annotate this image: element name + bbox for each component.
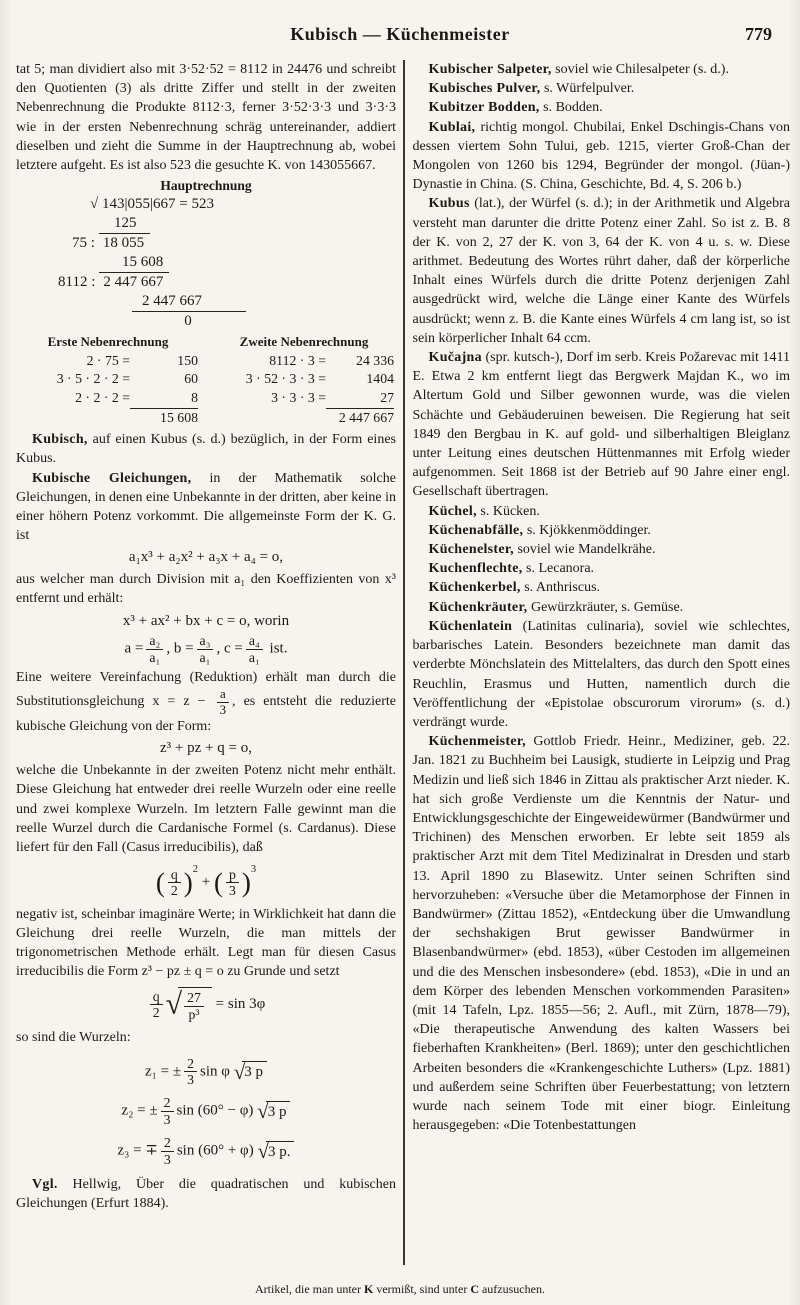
left-column <box>16 60 403 1265</box>
calc-line: 3 · 3 · 3 = 27 <box>271 390 394 405</box>
entry-term: Kubitzer Bodden, <box>428 100 540 116</box>
entry-term: Küchenkerbel, <box>428 580 521 596</box>
entry-text: s. Anthriscus. <box>520 580 601 596</box>
entry-kubus <box>413 194 791 348</box>
entry-text: s. Kjökkenmöddinger. <box>523 522 651 538</box>
formula-general-cubic: a₁x³ + a₂x² + a₃x + a₄ = o, <box>128 549 284 566</box>
formula-root-z2: z₂ = ± $\frac{2}{3}$ sin (60° − φ) √3 p <box>16 1095 396 1127</box>
page-header <box>0 24 800 54</box>
fraction: $\frac{2}{3}$ <box>161 1135 174 1167</box>
calc-value: 15 608 <box>122 254 164 271</box>
calc-line <box>122 253 356 272</box>
entry-kuechenelster <box>413 540 791 559</box>
radicand: 3 p. <box>266 1141 295 1162</box>
paragraph-negative-case: negativ ist, scheinbar imaginäre Werte; in Wirklichkeit hat dann die Gleichung drei reelle Wurzeln, die man mittels der trigonometrischen Methode erhält. Legt man für diesen Casus irreducibilis die Form z³ − pz ± q = o zu Grunde und setzt <box>16 906 396 980</box>
radicand: 3 p <box>266 1101 291 1122</box>
calc-line <box>90 195 356 214</box>
entry-term: Kublai, <box>428 119 476 135</box>
entry-kuechenmeister <box>413 732 791 1135</box>
paragraph-division: aus welcher man durch Division mit a₁ den Koeffizienten von x³ entfernt und erhält: <box>16 572 396 607</box>
formula-discriminant: ( $\frac{q}{2}$ )$^2$ + ( $\frac{p}{3}$ )$^3$ <box>155 864 257 899</box>
calc-sum-line: 15 608 <box>18 408 198 428</box>
calc-line: 3 · 52 · 3 · 3 = 1404 <box>245 371 394 387</box>
radical-sign: √ <box>257 1099 269 1124</box>
entry-term: Kuchenflechte, <box>428 561 523 577</box>
entry-kuechenkraeuter <box>413 598 791 617</box>
calc-line: 2 · 2 · 2 = 8 <box>75 390 198 405</box>
formula-sine-substitution: $\frac{q}{2}$ √ $\frac{27}{\text{p³}}$ = sin 3φ <box>16 987 396 1022</box>
entry-text: (spr. kutsch-), Dorf im serb. Kreis Požarevac mit 1411 E. Etwa 2 km entfernt liegt das Bergwerk Majdan K., wo im Altertum Gold und Silber gewonnen wurde, was die vielen Schächte und Gebäuderuinen beweisen. Die Regierung hat seit 1849 den Bergbau in K. auf gold- und silberhaltigen Bleiglanz unter Leitung eines deutschen Hüttenmannes mit Erfolg wieder aufgenommen. Seit 1868 ist der Betrieb auf 90 Jahre einer engl. Gesellschaft übertragen. <box>412 350 790 500</box>
entry-kucajna <box>413 348 791 502</box>
paragraph-roots-nature: welche die Unbekannte in der zweiten Potenz nicht mehr enthält. Diese Gleichung hat entweder drei reelle Wurzeln oder eine reelle und zwei komplexe Wurzeln. Im letztern Falle gewinnt man die reelle Wurzel durch die Cardanische Formel (s. Cardanus). Diese liefert für den Fall (Casus irreducibilis), daß <box>16 763 396 855</box>
nebenrechnung-title: Zweite Nebenrechnung <box>239 334 369 350</box>
formula-reduced-cubic: z³ + pz + q = o, <box>160 740 252 757</box>
entry-kublai <box>413 118 791 195</box>
reference-lead: Vgl. <box>32 1177 58 1193</box>
entry-text: (lat.), der Würfel (s. d.); in der Arithmetik und Algebra versteht man darunter die dritte Potenz einer Zahl. So ist z. B. 8 der K. von 2, 27 der K. von 3, 64 der K. von 4 u. s. w. Diese arithmet. Bedeutung des Wortes rührt daher, daß der körperliche Inhalt eines Würfels durch die dritte Potenz derjenigen Zahl ausgedrückt wird, welche die Länge einer Kante des Würfels ausdrückt; wenn z. B. die Kante eines Würfels 4 cm lang ist, so ist sein körperlicher Inhalt 64 ccm. <box>412 196 790 346</box>
entry-kubischer-salpeter <box>413 60 791 79</box>
fraction: $\frac{2}{3}$ <box>184 1056 197 1088</box>
entry-term: Kubisches Pulver, <box>428 81 541 97</box>
calc-line: 2 · 75 = 150 <box>86 352 198 368</box>
nebenrechnung-title: Erste Nebenrechnung <box>47 334 169 350</box>
entry-term: Küchenelster, <box>428 542 514 558</box>
entry-text: s. Bodden. <box>539 100 603 116</box>
radical-sign: √ <box>165 987 183 1021</box>
entry-term: Küchenkräuter, <box>428 599 528 615</box>
entry-term: Küchenabfälle, <box>428 522 524 538</box>
nebenrechnungen <box>16 333 396 427</box>
radicand: 3 p <box>242 1061 267 1082</box>
fraction: $\frac{\text{a₄}}{\text{a₁}}$ <box>246 633 263 665</box>
footer-note: Artikel, die man unter K vermißt, sind unter C aufzusuchen. <box>255 1282 545 1296</box>
fraction: $\frac{\text{a₂}}{\text{a₁}}$ <box>146 633 163 665</box>
fraction: $\frac{\text{a₃}}{\text{a₁}}$ <box>197 633 214 665</box>
radicand: $\frac{27}{\text{p³}}$ <box>178 987 212 1022</box>
paragraph-reduction: Eine weitere Vereinfachung (Reduktion) erhält man durch die Substitutionsgleichung x = z − $\frac{a}{3}$ , es entsteht die reduzierte kubische Gleichung von der Form: <box>16 670 397 735</box>
entry-text: auf einen Kubus (s. d.) bezüglich, in der Form eines Kubus. <box>16 432 396 467</box>
entry-text: s. Würfelpulver. <box>540 81 635 97</box>
calc-value: 18 055 <box>99 233 150 253</box>
entry-kubitzer-bodden <box>413 98 791 117</box>
paragraph-roots-intro: so sind die Wurzeln: <box>16 1030 131 1046</box>
calc-line <box>142 292 356 311</box>
entry-term: Küchel, <box>428 503 477 519</box>
entry-text: soviel wie Chilesalpeter (s. d.). <box>551 62 729 77</box>
entry-kuechenkerbel <box>413 578 791 597</box>
zweite-nebenrechnung <box>214 333 394 427</box>
calc-value: 125 <box>114 215 137 232</box>
hauptrechnung-title: Hauptrechnung <box>160 178 252 194</box>
entry-kubisches-pulver <box>413 79 791 98</box>
entry-term: Küchenmeister, <box>428 734 526 750</box>
entry-text: s. Lecanora. <box>522 561 595 577</box>
entry-kuechenabfaelle <box>413 521 791 540</box>
entry-term: Kubus <box>428 196 470 212</box>
entry-kuechel <box>413 502 791 521</box>
calc-value: 2 447 667 <box>142 293 202 310</box>
fraction: $\frac{q}{2}$ <box>168 867 181 899</box>
footer-letter-k: K <box>363 1282 374 1296</box>
entry-term: Kubische Gleichungen, <box>32 470 192 486</box>
calc-line <box>114 214 356 233</box>
calc-divisor: 8112 : <box>58 274 96 291</box>
fraction: $\frac{a}{3}$ <box>217 687 229 717</box>
page-number: 779 <box>745 24 772 44</box>
entry-text: s. Kücken. <box>476 503 540 519</box>
calc-remainder: 0 <box>132 311 246 331</box>
entry-term: Küchenlatein <box>428 618 513 634</box>
calc-value: 2 447 667 <box>99 272 169 292</box>
calc-line <box>132 311 356 331</box>
formula-coefficients: a = $\frac{\text{a₂}}{\text{a₁}}$ , b = $\frac{\text{a₃}}{\text{a₁}}$ , c = $\frac{\text{a₄}}{\text{a₁}}$ ist. <box>124 633 288 665</box>
entry-kubische-gleichungen <box>16 469 396 546</box>
text-columns <box>16 60 790 1265</box>
entry-term: Kubischer Salpeter, <box>428 62 552 77</box>
entry-text: Gewürzkräuter, s. Gemüse. <box>527 599 684 615</box>
fraction: $\frac{2}{3}$ <box>161 1095 174 1127</box>
formula-root-z3: z₃ = ∓ $\frac{2}{3}$ sin (60° + φ) √3 p. <box>16 1135 396 1167</box>
calc-line: 3 · 5 · 2 · 2 = 60 <box>56 371 198 387</box>
calc-sum-line: 2 447 667 <box>214 408 394 428</box>
entry-kuechenlatein <box>413 617 791 732</box>
hauptrechnung-calculation <box>56 195 356 331</box>
calc-root-line: √ 143|055|667 = 523 <box>90 196 214 213</box>
calc-line <box>72 233 356 253</box>
fraction: $\frac{p}{3}$ <box>226 867 239 899</box>
entry-text: richtig mongol. Chubilai, Enkel Dschingis-Chans von dessen viertem Sohn Tului, geb. 1215, vierter Groß-Chan der Mongolen von 1260 bis 1294, Begründer der mongol. (Jüan-) Dynastie in China. (S. China, Geschichte, Bd. 4, S. 206 b.) <box>412 119 790 193</box>
formula-normalized-cubic: x³ + ax² + bx + c = o, worin <box>122 612 290 629</box>
entry-term: Kučajna <box>428 350 482 366</box>
fraction: $\frac{q}{2}$ <box>150 989 163 1021</box>
formula-root-z1: z₁ = ± $\frac{2}{3}$ sin φ √3 p <box>16 1056 396 1088</box>
calc-line: 8112 · 3 = 24 336 <box>269 352 394 368</box>
calc-line <box>58 272 356 292</box>
entry-text: in der Mathematik solche Gleichungen, in denen eine Unbekannte in der dritten, aber keine in einer höhern Potenz vorkommt. Die allgemeinste Form der K. G. ist <box>16 470 396 544</box>
paragraph-continuation: tat 5; man dividiert also mit 3·52·52 = 8112 in 24476 und schreibt den Quotienten (3) als dritte Ziffer und stellt in der zweiten Nebenrechnung die Produkte 8112·3, ferner 3·52·3·3 und 3·3·3 wie in der ersten Nebenrechnung schräg untereinander, addiert dieselben und zieht die Summe in der Hauptrechnung ab, wobei letztere aufgeht. Es ist also 523 die gesuchte K. von 143055667. <box>16 62 396 174</box>
entry-term: Kubisch, <box>32 432 88 448</box>
right-column <box>405 60 791 1265</box>
erste-nebenrechnung <box>18 333 198 427</box>
entry-text: soviel wie Mandelkrähe. <box>513 542 656 558</box>
entry-text: Gottlob Friedr. Heinr., Mediziner, geb. 22. Jan. 1821 zu Buchheim bei Lausigk, studierte in Leipzig und Prag Medizin und ließ sich 1846 in Zittau als praktischer Arzt nieder. K. hat sich große Verdienste um die Kenntnis der Natur- und Entwicklungsgeschichte der Eingeweidewürmer (Bandwürmer und Trichinen) des Menschen erworben. Er lebte seit 1859 als praktischer Arzt mit dem Titel Medizinalrat in Dresden und starb 13. April 1890 zu Blasewitz. Unter seinen Schriften sind hervorzuheben: «Versuche über die Metamorphose der Finnen in Bandwürmer» (Zittau 1852), «Entdeckung über die Umwandlung der sechshakigen Brut gewisser Bandwürmer in Blasenbandwürmer» (ebd. 1853), «über Cestoden im allgemeinen und die des Menschen insbesondere» (ebd. 1853), «Die in und an dem Körper des lebenden Menschen vorkommenden Parasiten» (mit 14 Tafeln, Lpz. 1855—56; 2. Aufl., mit Zürn, 1878—79), «Die therapeutische Anwendung des kalten Wassers bei fieberhaften Krankheiten» (Berl. 1869); unter den geschichtlichen Arbeiten besonders die «Krankengeschichte Luthers» (Lpz. 1881) und außerdem seine Schriften über Feuerbestattung; von letztern wurde nach seinem Tode mit einer biogr. Einleitung herausgegeben: «Die Totenbestattungen <box>412 734 790 1134</box>
entry-kuchenflechte <box>413 559 791 578</box>
calc-divisor: 75 : <box>72 235 95 252</box>
paragraph-reference: Vgl. Hellwig, Über die quadratischen und kubischen Gleichungen (Erfurt 1884). <box>16 1177 396 1212</box>
footer-letter-c: C <box>470 1282 479 1296</box>
radical-sign: √ <box>257 1139 269 1164</box>
entry-kubisch <box>16 430 396 468</box>
radical-sign: √ <box>233 1059 246 1084</box>
entry-text: (Latinitas culinaria), soviel wie schlechtes, barbarisches Latein. Besonders bezeichnete man damit das verderbte Mönchslatein des Mittelalters, das durch den Spott eines Reuchlin, Erasmus und Hutten, namentlich durch die Veröffentlichung der «Epistolae obscurorum virorum» (s. d.) verdrängt wurde. <box>412 618 790 730</box>
header-title: Kubisch — Küchenmeister <box>290 24 510 44</box>
